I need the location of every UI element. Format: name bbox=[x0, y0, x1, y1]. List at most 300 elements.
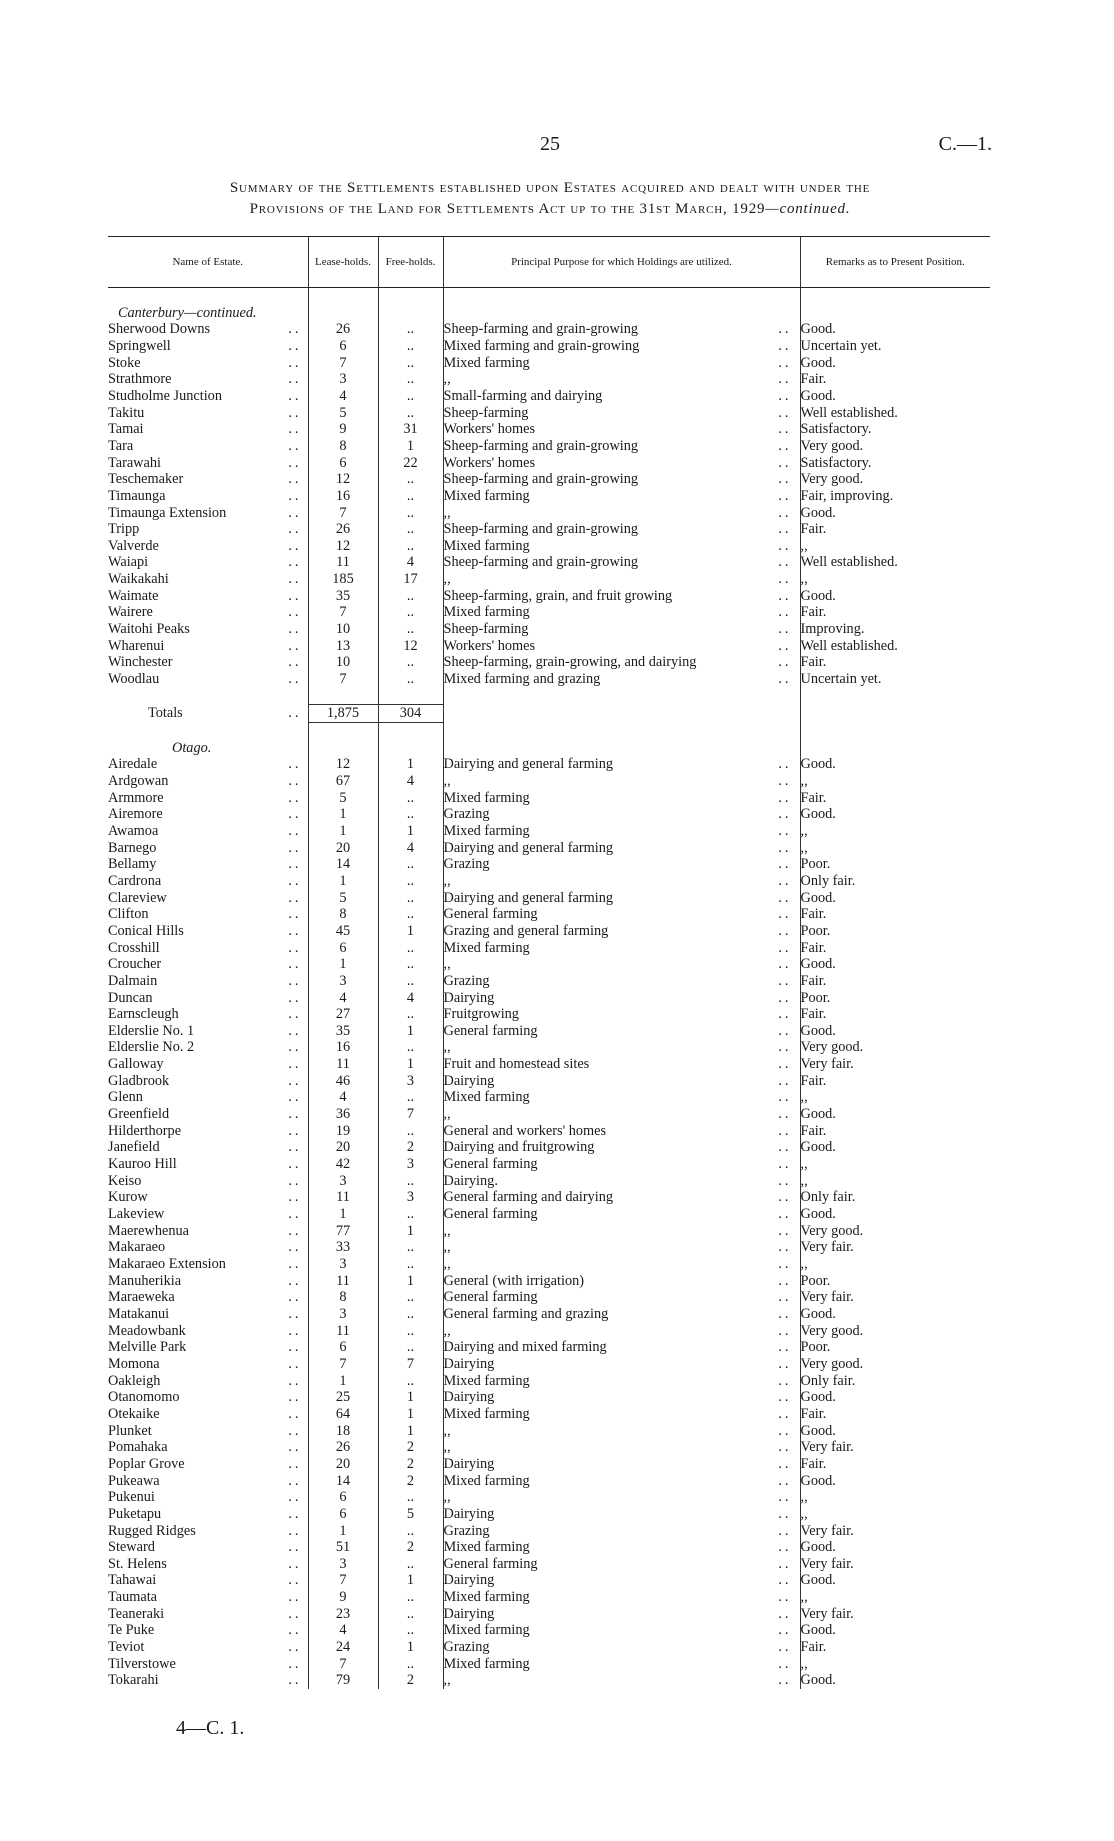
estate-name-cell bbox=[108, 1473, 308, 1490]
freeholds-cell: .. bbox=[378, 873, 443, 890]
leader-dots: .. bbox=[288, 1605, 302, 1622]
purpose-cell bbox=[443, 1039, 800, 1056]
freeholds-cell: 22 bbox=[378, 455, 443, 472]
leader-dots: .. bbox=[288, 1639, 302, 1656]
estate-name: Kauroo Hill bbox=[108, 1156, 177, 1173]
purpose-cell bbox=[443, 521, 800, 538]
estate-name-cell bbox=[108, 654, 308, 671]
table-row bbox=[108, 1189, 990, 1206]
purpose-text: Mixed farming bbox=[443, 537, 530, 554]
remark-cell: Only fair. bbox=[800, 1189, 990, 1206]
estate-name-cell bbox=[108, 823, 308, 840]
estate-name-cell bbox=[108, 1156, 308, 1173]
estate-name: Te Puke bbox=[108, 1622, 155, 1639]
estate-name: Sherwood Downs bbox=[108, 321, 211, 338]
estate-name: Tripp bbox=[108, 521, 140, 538]
leader-dots: .. bbox=[288, 806, 302, 823]
estate-name: Steward bbox=[108, 1539, 155, 1556]
table-row bbox=[108, 455, 990, 472]
purpose-cell bbox=[443, 990, 800, 1007]
freeholds-cell: .. bbox=[378, 671, 443, 688]
remark-cell: Poor. bbox=[800, 923, 990, 940]
estate-name-cell bbox=[108, 1206, 308, 1223]
remark-cell: ,, bbox=[800, 1489, 990, 1506]
leader-dots: .. bbox=[778, 1072, 792, 1089]
purpose-cell bbox=[443, 371, 800, 388]
freeholds-cell: 1 bbox=[378, 1639, 443, 1656]
remark-cell: Poor. bbox=[800, 856, 990, 873]
estate-name-cell bbox=[108, 790, 308, 807]
estate-name-cell bbox=[108, 1589, 308, 1606]
document-reference: C.—1. bbox=[938, 133, 992, 155]
freeholds-cell: .. bbox=[378, 973, 443, 990]
estate-name-cell bbox=[108, 1406, 308, 1423]
estate-name-cell bbox=[108, 973, 308, 990]
leader-dots: .. bbox=[288, 922, 302, 939]
table-row bbox=[108, 1256, 990, 1273]
leader-dots: .. bbox=[778, 1522, 792, 1539]
leaseholds-cell: 4 bbox=[308, 1622, 378, 1639]
freeholds-cell: .. bbox=[378, 790, 443, 807]
leader-dots: .. bbox=[778, 671, 792, 688]
purpose-text: Mixed farming bbox=[443, 487, 530, 504]
estate-name: Taumata bbox=[108, 1589, 158, 1606]
table-header-row bbox=[108, 237, 990, 288]
freeholds-cell: .. bbox=[378, 906, 443, 923]
leaseholds-cell: 4 bbox=[308, 388, 378, 405]
leader-dots: .. bbox=[288, 1389, 302, 1406]
leader-dots: .. bbox=[288, 1222, 302, 1239]
remark-cell: Poor. bbox=[800, 1273, 990, 1290]
remark-cell: ,, bbox=[800, 823, 990, 840]
purpose-cell bbox=[443, 638, 800, 655]
remark-cell: Fair. bbox=[800, 1406, 990, 1423]
purpose-text: Dairying and general farming bbox=[443, 756, 614, 773]
estate-name: Teviot bbox=[108, 1639, 145, 1656]
freeholds-cell: 4 bbox=[378, 554, 443, 571]
estate-name-cell bbox=[108, 1256, 308, 1273]
leader-dots: .. bbox=[288, 1272, 302, 1289]
freeholds-cell: .. bbox=[378, 1489, 443, 1506]
leader-dots: .. bbox=[288, 1505, 302, 1522]
remark-cell: Fair. bbox=[800, 940, 990, 957]
purpose-text: Mixed farming bbox=[443, 822, 530, 839]
estate-name: Momona bbox=[108, 1355, 160, 1372]
estate-name: Hilderthorpe bbox=[108, 1122, 182, 1139]
table-row bbox=[108, 1306, 990, 1323]
purpose-text: Small-farming and dairying bbox=[443, 387, 603, 404]
leaseholds-cell: 24 bbox=[308, 1639, 378, 1656]
leaseholds-cell: 6 bbox=[308, 338, 378, 355]
table-row bbox=[108, 338, 990, 355]
leader-dots: .. bbox=[778, 604, 792, 621]
leaseholds-cell: 12 bbox=[308, 538, 378, 555]
leader-dots: .. bbox=[288, 1156, 302, 1173]
remark-cell: Good. bbox=[800, 756, 990, 773]
purpose-text: ,, bbox=[443, 1222, 451, 1239]
freeholds-cell: .. bbox=[378, 488, 443, 505]
estate-name-cell bbox=[108, 1556, 308, 1573]
leaseholds-cell: 3 bbox=[308, 1173, 378, 1190]
title-continued: —continued. bbox=[765, 201, 851, 217]
purpose-text: Dairying and general farming bbox=[443, 839, 614, 856]
remark-cell: ,, bbox=[800, 1156, 990, 1173]
table-row bbox=[108, 671, 990, 688]
freeholds-cell: 12 bbox=[378, 638, 443, 655]
remark-cell: ,, bbox=[800, 1173, 990, 1190]
purpose-text: Workers' homes bbox=[443, 637, 536, 654]
estate-name-cell bbox=[108, 1606, 308, 1623]
purpose-cell bbox=[443, 554, 800, 571]
remark-cell: Fair. bbox=[800, 371, 990, 388]
estate-name: Waitohi Peaks bbox=[108, 621, 190, 638]
estate-name: Pukeawa bbox=[108, 1472, 160, 1489]
table-row bbox=[108, 1473, 990, 1490]
leaseholds-cell: 3 bbox=[308, 1556, 378, 1573]
remark-cell: Well established. bbox=[800, 638, 990, 655]
table-row bbox=[108, 1023, 990, 1040]
freeholds-cell: .. bbox=[378, 1373, 443, 1390]
freeholds-cell: .. bbox=[378, 956, 443, 973]
leader-dots: .. bbox=[288, 1122, 302, 1139]
estate-name-cell bbox=[108, 438, 308, 455]
remark-cell: Good. bbox=[800, 1206, 990, 1223]
purpose-text: ,, bbox=[443, 1489, 451, 1506]
leader-dots: .. bbox=[778, 504, 792, 521]
remark-cell: Fair. bbox=[800, 1073, 990, 1090]
remark-cell: Fair. bbox=[800, 790, 990, 807]
region-heading-canterbury: Canterbury—continued. bbox=[118, 304, 257, 321]
purpose-cell bbox=[443, 1189, 800, 1206]
leader-dots: .. bbox=[778, 1489, 792, 1506]
estate-name: Crosshill bbox=[108, 939, 160, 956]
remark-cell: Fair, improving. bbox=[800, 488, 990, 505]
freeholds-cell: 1 bbox=[378, 823, 443, 840]
leader-dots: .. bbox=[288, 972, 302, 989]
remark-cell: Very good. bbox=[800, 1356, 990, 1373]
leaseholds-cell: 6 bbox=[308, 455, 378, 472]
leader-dots: .. bbox=[288, 906, 302, 923]
purpose-text: Dairying. bbox=[443, 1172, 498, 1189]
purpose-cell bbox=[443, 488, 800, 505]
purpose-cell bbox=[443, 1106, 800, 1123]
remark-cell: ,, bbox=[800, 840, 990, 857]
header-name: Name of Estate. bbox=[108, 237, 308, 288]
leader-dots: .. bbox=[778, 337, 792, 354]
leaseholds-cell: 9 bbox=[308, 421, 378, 438]
remark-cell: Good. bbox=[800, 1023, 990, 1040]
leader-dots: .. bbox=[288, 1439, 302, 1456]
leader-dots: .. bbox=[778, 906, 792, 923]
table-row bbox=[108, 840, 990, 857]
purpose-text: Dairying bbox=[443, 1605, 495, 1622]
purpose-text: Mixed farming and grain-growing bbox=[443, 337, 640, 354]
otago-section bbox=[108, 740, 990, 1689]
table-row bbox=[108, 1289, 990, 1306]
purpose-text: ,, bbox=[443, 956, 451, 973]
leaseholds-cell: 8 bbox=[308, 1289, 378, 1306]
totals-label-cell: Totals .. bbox=[148, 705, 302, 722]
estate-name: Tilverstowe bbox=[108, 1655, 176, 1672]
leader-dots: .. bbox=[778, 1222, 792, 1239]
leader-dots: .. bbox=[288, 1006, 302, 1023]
leader-dots: .. bbox=[288, 1622, 302, 1639]
estate-name-cell bbox=[108, 840, 308, 857]
remark-cell: Very fair. bbox=[800, 1439, 990, 1456]
estate-name: Puketapu bbox=[108, 1505, 162, 1522]
purpose-cell bbox=[443, 421, 800, 438]
leader-dots: .. bbox=[778, 1106, 792, 1123]
leader-dots: .. bbox=[288, 1489, 302, 1506]
freeholds-cell: .. bbox=[378, 1622, 443, 1639]
estate-name-cell bbox=[108, 588, 308, 605]
purpose-cell bbox=[443, 621, 800, 638]
table-row bbox=[108, 604, 990, 621]
purpose-text: General farming bbox=[443, 906, 538, 923]
purpose-text: Workers' homes bbox=[443, 454, 536, 471]
freeholds-cell: 7 bbox=[378, 1356, 443, 1373]
table-row bbox=[108, 538, 990, 555]
leaseholds-cell: 7 bbox=[308, 355, 378, 372]
table-row bbox=[108, 488, 990, 505]
table-row bbox=[108, 956, 990, 973]
leaseholds-cell: 7 bbox=[308, 1356, 378, 1373]
freeholds-cell: .. bbox=[378, 588, 443, 605]
freeholds-cell: 31 bbox=[378, 421, 443, 438]
estate-name: Winchester bbox=[108, 654, 173, 671]
estate-name: Teaneraki bbox=[108, 1605, 165, 1622]
table-row bbox=[108, 1139, 990, 1156]
leader-dots: .. bbox=[778, 1305, 792, 1322]
remark-cell: Improving. bbox=[800, 621, 990, 638]
freeholds-cell: .. bbox=[378, 604, 443, 621]
purpose-text: ,, bbox=[443, 504, 451, 521]
leader-dots: .. bbox=[288, 587, 302, 604]
table-row bbox=[108, 1356, 990, 1373]
estate-name-cell bbox=[108, 1456, 308, 1473]
estate-name-cell bbox=[108, 890, 308, 907]
leader-dots: .. bbox=[288, 1522, 302, 1539]
purpose-text: Mixed farming bbox=[443, 1539, 530, 1556]
leader-dots: .. bbox=[778, 454, 792, 471]
totals-row bbox=[108, 705, 990, 723]
purpose-text: Mixed farming bbox=[443, 1472, 530, 1489]
table-row bbox=[108, 1506, 990, 1523]
table-row bbox=[108, 906, 990, 923]
remark-cell: Good. bbox=[800, 1622, 990, 1639]
estate-name-cell bbox=[108, 1439, 308, 1456]
purpose-cell bbox=[443, 321, 800, 338]
table-row bbox=[108, 856, 990, 873]
table-row bbox=[108, 388, 990, 405]
table-row bbox=[108, 355, 990, 372]
freeholds-cell: .. bbox=[378, 471, 443, 488]
leader-dots: .. bbox=[288, 939, 302, 956]
freeholds-cell: .. bbox=[378, 654, 443, 671]
leader-dots: .. bbox=[288, 1072, 302, 1089]
leaseholds-cell: 11 bbox=[308, 554, 378, 571]
leader-dots: .. bbox=[778, 587, 792, 604]
purpose-cell bbox=[443, 571, 800, 588]
leaseholds-cell: 8 bbox=[308, 906, 378, 923]
leader-dots: .. bbox=[778, 1272, 792, 1289]
leader-dots: .. bbox=[778, 371, 792, 388]
leaseholds-cell: 14 bbox=[308, 1473, 378, 1490]
leaseholds-cell: 13 bbox=[308, 638, 378, 655]
remark-cell: Poor. bbox=[800, 1339, 990, 1356]
leader-dots: .. bbox=[778, 521, 792, 538]
purpose-text: General and workers' homes bbox=[443, 1122, 607, 1139]
estate-name-cell bbox=[108, 1639, 308, 1656]
freeholds-cell: 1 bbox=[378, 756, 443, 773]
title-line-1: Summary of the Settlements established upon Estates acquired and dealt with under the bbox=[229, 180, 871, 196]
table-row bbox=[108, 1489, 990, 1506]
remark-cell: Fair. bbox=[800, 654, 990, 671]
remark-cell: Good. bbox=[800, 1473, 990, 1490]
estate-name: Keiso bbox=[108, 1172, 142, 1189]
leaseholds-cell: 19 bbox=[308, 1123, 378, 1140]
purpose-cell bbox=[443, 1456, 800, 1473]
leader-dots: .. bbox=[778, 1389, 792, 1406]
purpose-text: Mixed farming bbox=[443, 789, 530, 806]
purpose-cell bbox=[443, 1489, 800, 1506]
leader-dots: .. bbox=[288, 604, 302, 621]
estate-name-cell bbox=[108, 923, 308, 940]
leaseholds-cell: 10 bbox=[308, 654, 378, 671]
estate-name: Awamoa bbox=[108, 822, 159, 839]
leaseholds-cell: 11 bbox=[308, 1056, 378, 1073]
leader-dots: .. bbox=[288, 1139, 302, 1156]
estate-name: Matakanui bbox=[108, 1305, 170, 1322]
leader-dots: .. bbox=[778, 1039, 792, 1056]
estate-name: Valverde bbox=[108, 537, 159, 554]
purpose-text: Sheep-farming and grain-growing bbox=[443, 471, 639, 488]
leader-dots: .. bbox=[778, 571, 792, 588]
estate-name-cell bbox=[108, 571, 308, 588]
leader-dots: .. bbox=[778, 872, 792, 889]
purpose-text: Workers' homes bbox=[443, 421, 536, 438]
leader-dots: .. bbox=[288, 1106, 302, 1123]
leader-dots: .. bbox=[288, 454, 302, 471]
table-title bbox=[100, 178, 1000, 220]
table-row bbox=[108, 621, 990, 638]
remark-cell: Very fair. bbox=[800, 1523, 990, 1540]
estate-name: Croucher bbox=[108, 956, 162, 973]
remark-cell: ,, bbox=[800, 571, 990, 588]
purpose-cell bbox=[443, 1206, 800, 1223]
leaseholds-cell: 45 bbox=[308, 923, 378, 940]
purpose-text: Sheep-farming bbox=[443, 621, 529, 638]
leaseholds-cell: 6 bbox=[308, 1489, 378, 1506]
leaseholds-cell: 12 bbox=[308, 756, 378, 773]
remark-cell: Good. bbox=[800, 806, 990, 823]
canterbury-section bbox=[108, 288, 990, 688]
table-row bbox=[108, 1572, 990, 1589]
freeholds-cell: .. bbox=[378, 856, 443, 873]
estate-name: Armmore bbox=[108, 789, 164, 806]
purpose-cell bbox=[443, 1023, 800, 1040]
leader-dots: .. bbox=[778, 554, 792, 571]
estate-name-cell bbox=[108, 421, 308, 438]
freeholds-cell: .. bbox=[378, 1289, 443, 1306]
leader-dots: .. bbox=[288, 1572, 302, 1589]
leader-dots: .. bbox=[778, 939, 792, 956]
remark-cell: Very good. bbox=[800, 438, 990, 455]
leader-dots: .. bbox=[288, 1305, 302, 1322]
leader-dots: .. bbox=[778, 1322, 792, 1339]
purpose-cell bbox=[443, 1622, 800, 1639]
estate-name: St. Helens bbox=[108, 1555, 167, 1572]
estate-name: Elderslie No. 2 bbox=[108, 1039, 195, 1056]
remark-cell: Very fair. bbox=[800, 1606, 990, 1623]
estate-name: Galloway bbox=[108, 1056, 164, 1073]
purpose-cell bbox=[443, 973, 800, 990]
estate-name-cell bbox=[108, 1323, 308, 1340]
leader-dots: .. bbox=[288, 1655, 302, 1672]
freeholds-cell: .. bbox=[378, 940, 443, 957]
purpose-cell bbox=[443, 604, 800, 621]
table-row bbox=[108, 1106, 990, 1123]
table-row bbox=[108, 1622, 990, 1639]
estate-name-cell bbox=[108, 1139, 308, 1156]
purpose-cell bbox=[443, 1273, 800, 1290]
remark-cell: Good. bbox=[800, 1389, 990, 1406]
leader-dots: .. bbox=[778, 1589, 792, 1606]
purpose-text: Mixed farming and grazing bbox=[443, 671, 601, 688]
estate-name-cell bbox=[108, 388, 308, 405]
estate-name-cell bbox=[108, 1289, 308, 1306]
leaseholds-cell: 35 bbox=[308, 1023, 378, 1040]
purpose-cell bbox=[443, 1506, 800, 1523]
leader-dots: .. bbox=[288, 571, 302, 588]
leader-dots: .. bbox=[288, 537, 302, 554]
estate-name: Elderslie No. 1 bbox=[108, 1022, 195, 1039]
leader-dots: .. bbox=[778, 889, 792, 906]
table-row bbox=[108, 1672, 990, 1689]
leader-dots: .. bbox=[778, 1622, 792, 1639]
table-row bbox=[108, 321, 990, 338]
estate-name: Waikakahi bbox=[108, 571, 169, 588]
purpose-text: Dairying bbox=[443, 1505, 495, 1522]
purpose-cell bbox=[443, 1006, 800, 1023]
table-row bbox=[108, 1056, 990, 1073]
purpose-text: Grazing bbox=[443, 1522, 490, 1539]
estate-name-cell bbox=[108, 538, 308, 555]
estate-name: Wairere bbox=[108, 604, 153, 621]
purpose-text: Grazing bbox=[443, 806, 490, 823]
remark-cell: ,, bbox=[800, 1589, 990, 1606]
purpose-cell bbox=[443, 1356, 800, 1373]
purpose-cell bbox=[443, 388, 800, 405]
estate-name-cell bbox=[108, 756, 308, 773]
remark-cell: Good. bbox=[800, 1139, 990, 1156]
purpose-text: Grazing and general farming bbox=[443, 922, 609, 939]
estate-name: Pukenui bbox=[108, 1489, 155, 1506]
leader-dots: .. bbox=[778, 1455, 792, 1472]
freeholds-cell: .. bbox=[378, 1306, 443, 1323]
table-row bbox=[108, 505, 990, 522]
estate-name-cell bbox=[108, 338, 308, 355]
table-row bbox=[108, 923, 990, 940]
purpose-text: General farming bbox=[443, 1555, 538, 1572]
freeholds-cell: 2 bbox=[378, 1473, 443, 1490]
leader-dots: .. bbox=[778, 321, 792, 338]
table-row bbox=[108, 790, 990, 807]
estate-name-cell bbox=[108, 1123, 308, 1140]
remark-cell: Very good. bbox=[800, 1323, 990, 1340]
table-row bbox=[108, 806, 990, 823]
table-row bbox=[108, 1389, 990, 1406]
